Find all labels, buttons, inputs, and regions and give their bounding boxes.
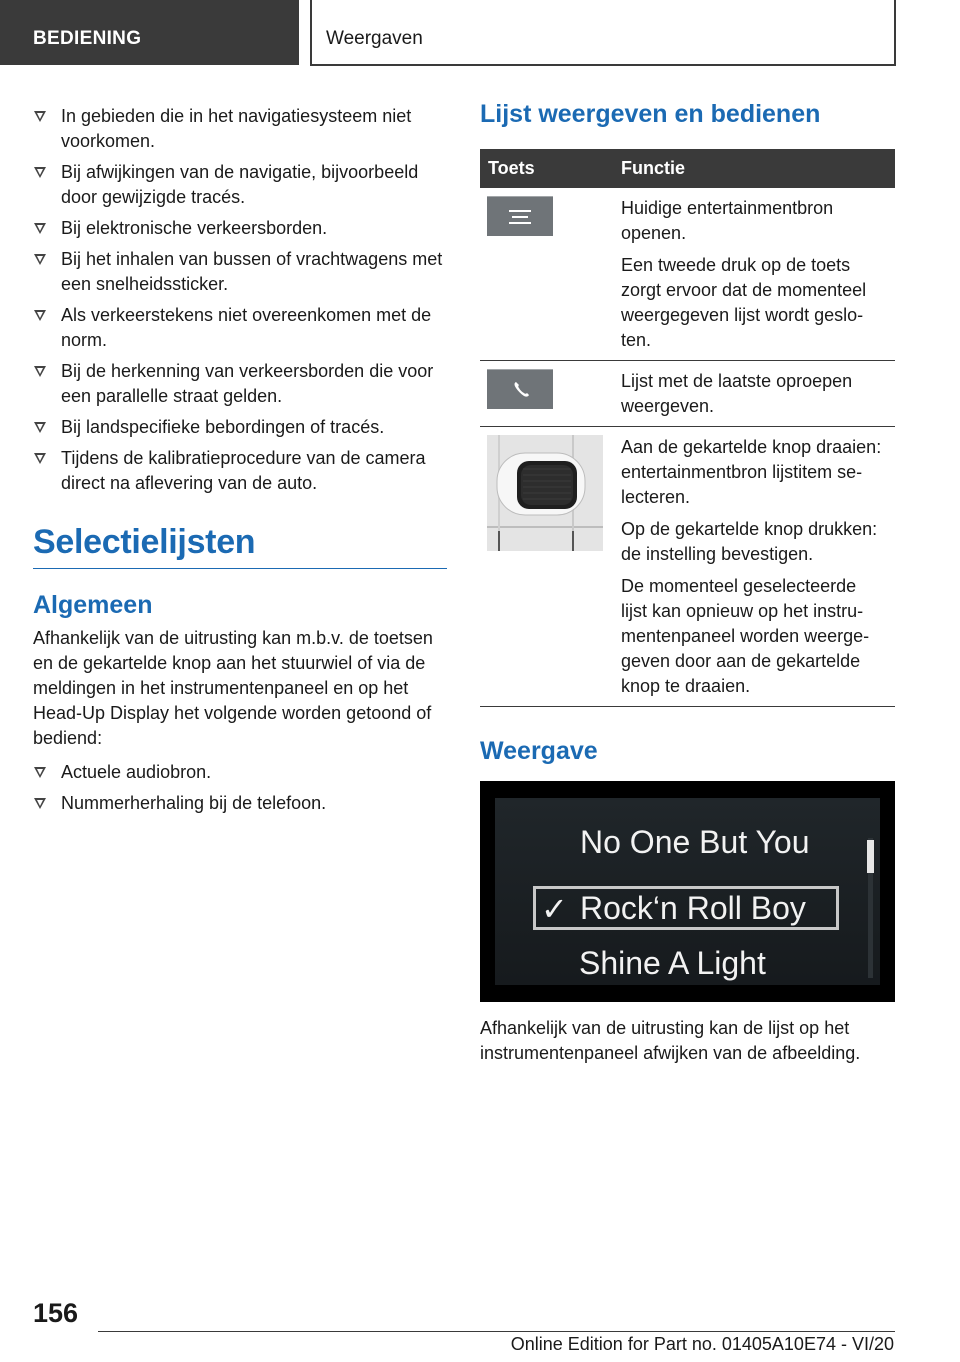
function-text: Aan de gekartelde knop draaien: entertainmentbron lijstitem selecteren. <box>621 437 882 507</box>
list-item: Bij afwijkingen van de navigatie, bijvoorbeeld door gewijzigde tracés. <box>33 160 447 210</box>
subsection-heading: Algemeen <box>33 591 153 619</box>
triangle-bullet-icon <box>34 223 46 234</box>
right-column <box>480 100 895 1066</box>
list-item: Als verkeerstekens niet overeenkomen met de norm. <box>33 303 447 353</box>
table-header-row <box>480 149 895 188</box>
scrollbar-thumb <box>867 840 874 873</box>
section-tab <box>0 0 299 65</box>
table-row <box>480 188 895 361</box>
key-function-table <box>480 149 895 707</box>
list-menu-icon <box>487 196 553 236</box>
function-text: Op de gekartelde knop drukken: de instelling bevestigen. <box>621 519 878 564</box>
section-title: BEDIENING <box>33 28 142 49</box>
triangle-bullet-icon <box>34 310 46 321</box>
triangle-bullet-icon <box>34 422 46 433</box>
left-column <box>33 104 447 822</box>
triangle-bullet-icon <box>34 767 46 778</box>
subsection-heading: Lijst weergeven en bedienen <box>480 100 821 128</box>
function-text: De momenteel geselecteerde lijst kan opnieuw op het instrumentenpaneel worden weergegeven door aan de gekartelde knop te draaien. <box>621 576 870 696</box>
triangle-bullet-icon <box>34 453 46 464</box>
triangle-bullet-icon <box>34 111 46 122</box>
function-text: Een tweede druk op de toets zorgt ervoor dat de momenteel weergegeven lijst wordt gesloten. <box>621 255 867 350</box>
bullet-list <box>33 760 447 816</box>
column-header-function: Functie <box>611 149 895 188</box>
list-item: Bij landspecifieke bebordingen of tracés. <box>33 415 447 440</box>
list-item: Nummerherhaling bij de telefoon. <box>33 791 447 816</box>
subsection-heading: Weergave <box>480 737 598 765</box>
checkmark-icon: ✓ <box>541 891 568 927</box>
bullet-list <box>33 104 447 496</box>
edition-text: Online Edition for Part no. 01405A10E74 - VI/20 <box>510 1334 894 1354</box>
triangle-bullet-icon <box>34 167 46 178</box>
paragraph: Afhankelijk van de uitrusting kan m.b.v. de toetsen en de gekartelde knop aan het stuurwiel of via de meldingen in het instrumentenpaneel en op het Head-Up Display het volgende worden getoond of bediend: <box>33 628 433 748</box>
list-item: Bij het inhalen van bussen of vrachtwagens met een snelheidssticker. <box>33 247 447 297</box>
table-row <box>480 361 895 427</box>
phone-call-list-icon <box>487 369 553 409</box>
knurled-knob-image <box>487 435 603 551</box>
triangle-bullet-icon <box>34 798 46 809</box>
function-text: Lijst met de laatste oproepen weergeven. <box>621 371 853 416</box>
chapter-tab <box>310 0 896 66</box>
display-list-item: No One But You <box>580 824 810 860</box>
triangle-bullet-icon <box>34 254 46 265</box>
chapter-title: Weergaven <box>326 28 423 49</box>
function-text: Huidige entertainmentbron openen. <box>621 198 834 243</box>
page-number: 156 <box>33 1298 79 1328</box>
display-list-item-selected: Rock‘n Roll Boy <box>580 890 806 926</box>
list-item: Bij de herkenning van verkeersborden die voor een parallelle straat gelden. <box>33 359 447 409</box>
list-item: In gebieden die in het navigatiesysteem niet voorkomen. <box>33 104 447 154</box>
display-list-item: Shine A Light <box>579 945 766 981</box>
table-row <box>480 427 895 707</box>
section-heading: Selectielijsten <box>33 523 447 569</box>
list-item: Bij elektronische verkeersborden. <box>33 216 447 241</box>
column-header-key: Toets <box>480 149 611 188</box>
footer-divider <box>98 1331 895 1332</box>
image-caption: Afhankelijk van de uitrusting kan de lijst op het instrumentenpaneel afwijken van de afbeelding. <box>480 1018 861 1063</box>
list-item: Tijdens de kalibratieprocedure van de camera direct na aflevering van de auto. <box>33 446 447 496</box>
triangle-bullet-icon <box>34 366 46 377</box>
list-item: Actuele audiobron. <box>33 760 447 785</box>
instrument-display-image <box>480 781 895 1002</box>
